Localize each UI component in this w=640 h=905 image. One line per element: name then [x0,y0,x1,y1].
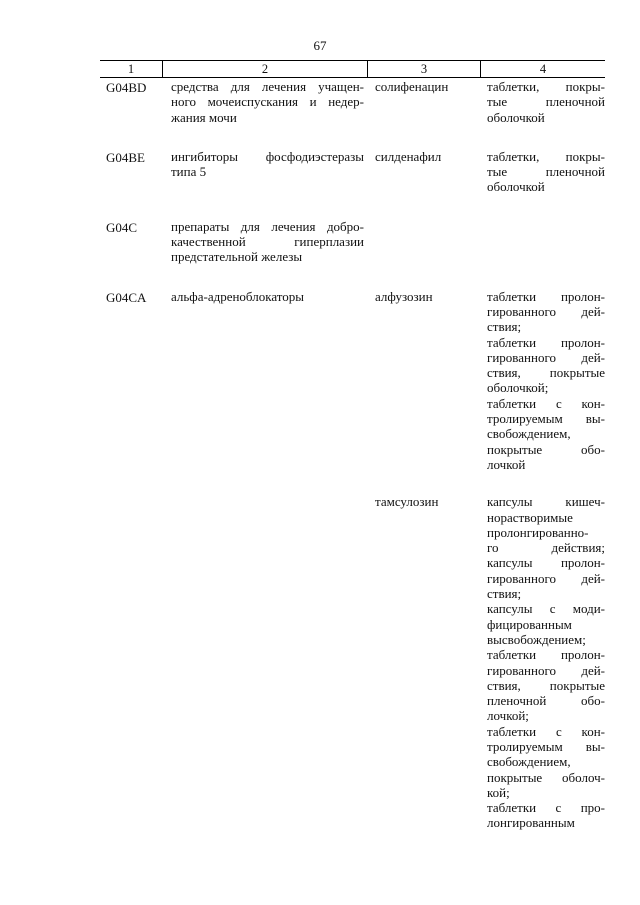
description-line: средства для лечения учащен- [171,79,364,94]
dosage-form-line: ствия, покрытые [487,677,605,693]
atc-code-cell: G04BE [106,149,145,165]
description-line: качественной гиперплазии [171,234,364,250]
dosage-form-line: таблетки с кон- [487,723,605,739]
dosage-form-cell [481,79,605,125]
description-line: ного мочеиспускания и недер- [171,94,364,110]
dosage-form-line: покрытые оболоч- [487,769,605,785]
dosage-form-line: лочкой [487,456,526,472]
column-header-4: 4 [539,62,547,76]
drug-name-cell: тамсулозин [375,494,439,510]
dosage-form-line: таблетки пролон- [487,334,605,350]
column-header-1: 1 [100,61,163,77]
dosage-form-line: тые пленочной [487,164,605,180]
group-description-cell [163,149,368,180]
dosage-form-cell [481,494,605,831]
dosage-form-line: ствия, покрытые [487,365,605,381]
dosage-form-line: таблетки, покры- [487,79,605,94]
dosage-form-line: покрытые обо- [487,441,605,457]
drug-classification-table [100,60,605,831]
dosage-form-cell [481,149,605,195]
table-row [100,494,605,831]
dosage-form-line: свобождением, [487,754,571,770]
dosage-form-line: таблетки с кон- [487,395,605,411]
dosage-form-line: тые пленочной [487,94,605,110]
dosage-form-line: гированного дей- [487,349,605,365]
dosage-form-line: таблетки с про- [487,800,605,816]
description-line: типа 5 [171,164,207,180]
column-header-2: 2 [163,61,368,77]
drug-name-cell: силденафил [375,148,442,164]
dosage-form-line: таблетки, покры- [487,148,605,164]
atc-code-cell: G04CA [106,289,147,305]
atc-code-cell: G04C [106,219,138,235]
dosage-form-line: таблетки пролон- [487,647,605,663]
dosage-form-line: ствия; [487,586,522,602]
table-row [100,149,605,195]
table-row [100,219,605,265]
dosage-form-line: фицированным [487,616,572,632]
dosage-form-cell [481,289,605,473]
page-number: 67 [313,38,327,53]
group-description-cell [163,219,368,265]
table-body [100,79,605,831]
dosage-form-line: лочкой; [487,708,529,724]
dosage-form-line: таблетки пролон- [487,288,605,304]
dosage-form-line: кой; [487,784,510,800]
dosage-form-line: гированного дей- [487,662,605,678]
drug-name-cell: алфузозин [375,288,433,304]
dosage-form-line: оболочкой [487,109,545,125]
atc-code-cell: G04BD [106,80,147,95]
dosage-form-line: капсулы пролон- [487,555,605,571]
dosage-form-line: капсулы кишеч- [487,494,605,510]
dosage-form-line: высвобождением; [487,631,586,647]
column-header-3: 3 [368,61,481,77]
dosage-form-line: тролируемым вы- [487,738,605,754]
group-description-cell [163,79,368,125]
dosage-form-line: пролонгированно- [487,524,589,540]
atc-code-cell [100,494,163,495]
drug-name-cell: солифенацин [375,79,449,94]
dosage-form-line: лонгированным [487,815,575,831]
dosage-form-line: норастворимые [487,509,573,525]
table-row [100,289,605,473]
dosage-form-line: гированного дей- [487,570,605,586]
group-description-cell [163,289,368,304]
dosage-form-line: пленочной обо- [487,693,605,709]
description-line: предстательной железы [171,249,303,265]
dosage-form-line: свобождением, [487,426,571,442]
dosage-form-line: тролируемым вы- [487,411,605,427]
dosage-form-line: оболочкой; [487,380,549,396]
dosage-form-line: го действия; [487,540,605,556]
description-line: препараты для лечения добро- [171,218,364,234]
description-line: альфа-адреноблокаторы [171,288,305,304]
table-row [100,79,605,125]
dosage-form-line: оболочкой [487,179,545,195]
description-line: жания мочи [171,109,237,125]
dosage-form-line: гированного дей- [487,303,605,319]
dosage-form-line: ствия; [487,319,522,335]
description-line: ингибиторы фосфодиэстеразы [171,148,364,164]
table-header-row [100,60,605,78]
dosage-form-line: капсулы с моди- [487,601,605,617]
